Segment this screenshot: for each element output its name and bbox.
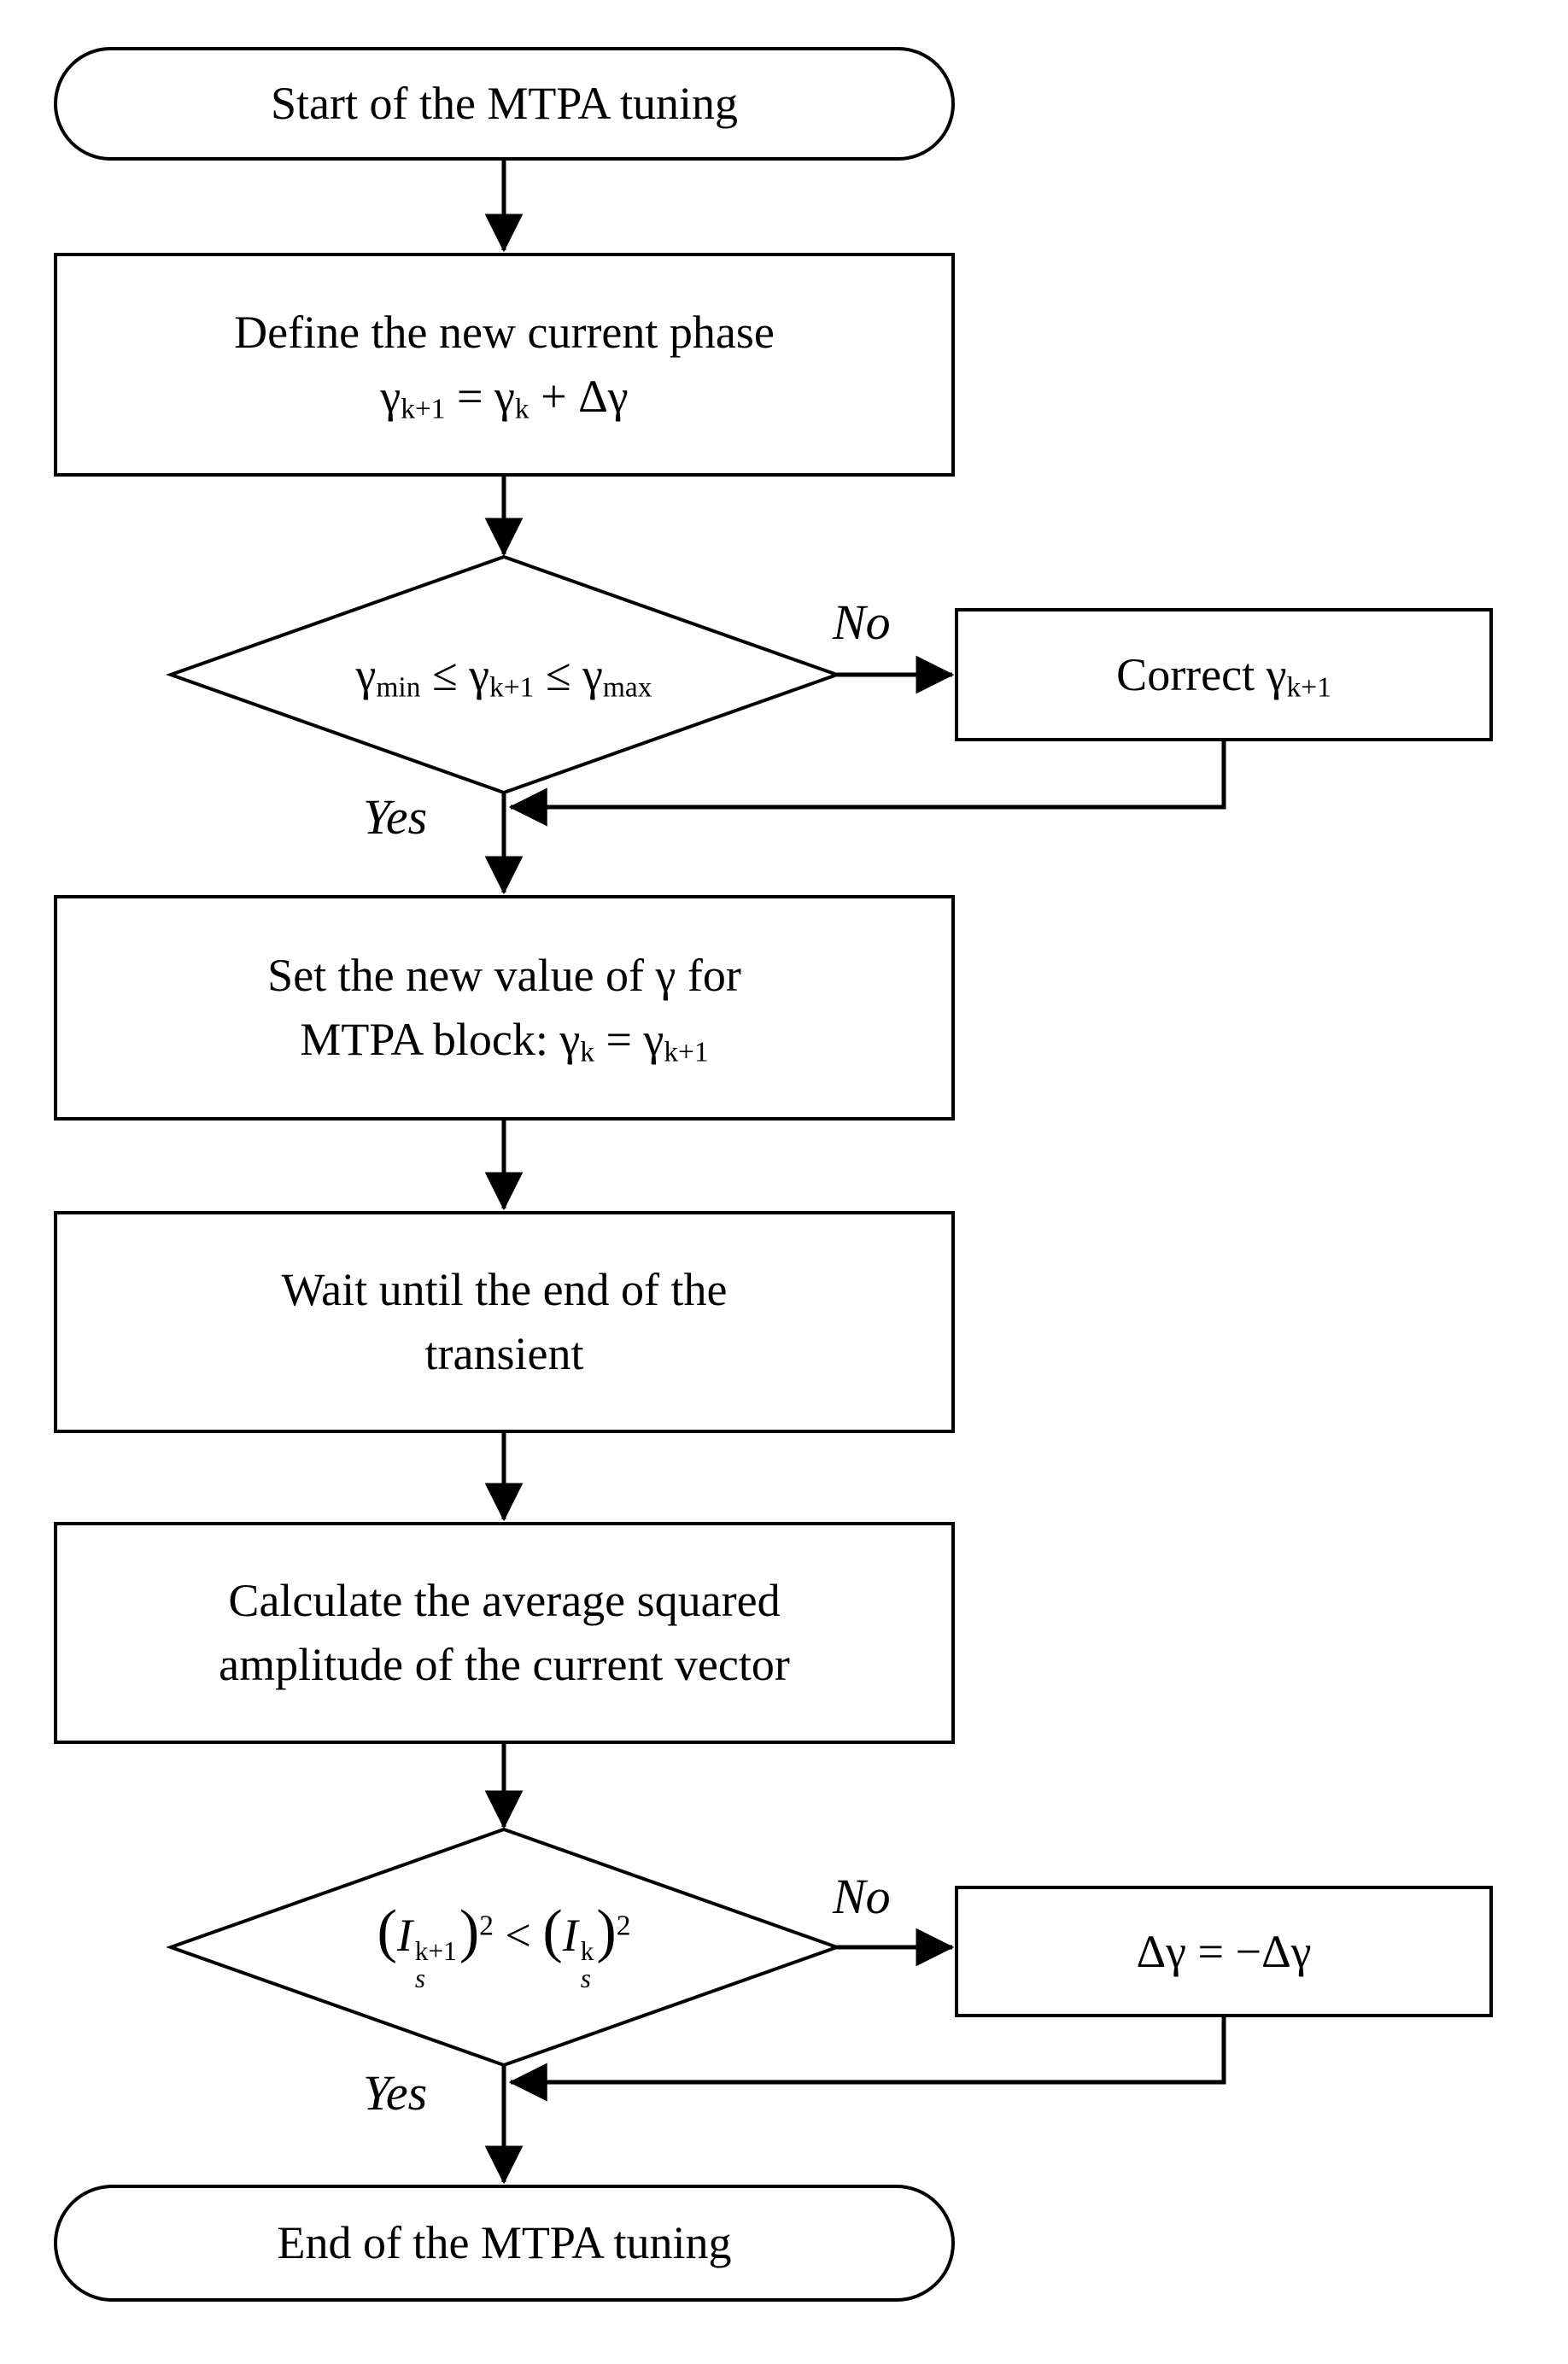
squared-exponent: 2	[616, 1910, 631, 1942]
edge-label-no-1: No	[833, 594, 891, 650]
equals-gamma: = γ	[594, 1014, 664, 1065]
edge-label-yes-2: Yes	[363, 2065, 428, 2121]
node-define-formula	[380, 365, 628, 429]
supsub-scripts	[414, 1935, 457, 1994]
subscript: k	[514, 393, 529, 425]
delta-gamma-term: + Δγ	[529, 371, 629, 422]
decision-compare-label	[162, 1897, 845, 1994]
squared-exponent: 2	[479, 1910, 494, 1942]
left-paren: (	[377, 1897, 397, 1964]
node-calc	[54, 1522, 955, 1744]
subscript: k	[580, 1036, 594, 1068]
leq-sign: ≤	[534, 649, 582, 700]
gamma-symbol: γ	[380, 371, 401, 422]
arrow-flip-return	[511, 2017, 1224, 2082]
subscript: k+1	[489, 671, 535, 704]
supsub-scripts	[580, 1935, 594, 1994]
node-end	[54, 2185, 955, 2302]
node-correct-label	[1116, 643, 1331, 707]
right-paren: )	[596, 1897, 617, 1964]
equals-sign: =	[445, 371, 495, 422]
node-calc-line2: amplitude of the current vector	[219, 1639, 790, 1690]
node-end-label: End of the MTPA tuning	[277, 2217, 732, 2269]
node-wait-line2: transient	[424, 1328, 584, 1379]
subscript: k+1	[401, 393, 446, 425]
subscript: s	[580, 1963, 591, 1994]
subscript: max	[602, 671, 652, 704]
set-prefix: MTPA block: γ	[300, 1014, 581, 1065]
subscript: s	[414, 1963, 426, 1994]
node-set-line1: Set the new value of γ for	[267, 950, 741, 1002]
subscript: k+1	[1286, 671, 1331, 704]
superscript: k+1	[414, 1935, 457, 1966]
gamma-symbol: γ	[582, 649, 603, 700]
node-define-line1: Define the new current phase	[234, 307, 775, 359]
edge-label-no-2: No	[833, 1869, 891, 1924]
subscript: min	[376, 671, 421, 704]
less-than-sign: <	[493, 1909, 543, 1961]
edge-label-yes-1: Yes	[363, 789, 428, 845]
range-expression	[355, 649, 652, 704]
decision-range-label	[162, 642, 845, 707]
node-start-label: Start of the MTPA tuning	[270, 78, 739, 130]
gamma-symbol: γ	[494, 371, 515, 422]
subscript: k+1	[664, 1036, 709, 1068]
current-symbol: I	[562, 1909, 578, 1961]
node-flip-label: Δγ = −Δγ	[1136, 1925, 1312, 1977]
node-set-line2	[300, 1008, 708, 1072]
node-calc-line1: Calculate the average squared	[228, 1575, 781, 1627]
node-wait-line1: Wait until the end of the	[281, 1264, 728, 1316]
node-correct	[955, 608, 1493, 741]
node-flip	[955, 1886, 1493, 2017]
current-symbol: I	[396, 1909, 412, 1961]
node-set	[54, 895, 955, 1121]
compare-expression	[377, 1897, 631, 1994]
node-start	[54, 47, 955, 161]
right-paren: )	[459, 1897, 480, 1964]
leq-sign: ≤	[420, 649, 470, 700]
left-paren: (	[542, 1897, 563, 1964]
gamma-symbol: γ	[355, 649, 377, 700]
node-wait	[54, 1211, 955, 1433]
node-define	[54, 253, 955, 477]
correct-text: Correct γ	[1116, 648, 1287, 700]
gamma-symbol: γ	[469, 649, 489, 700]
superscript: k	[580, 1935, 594, 1966]
